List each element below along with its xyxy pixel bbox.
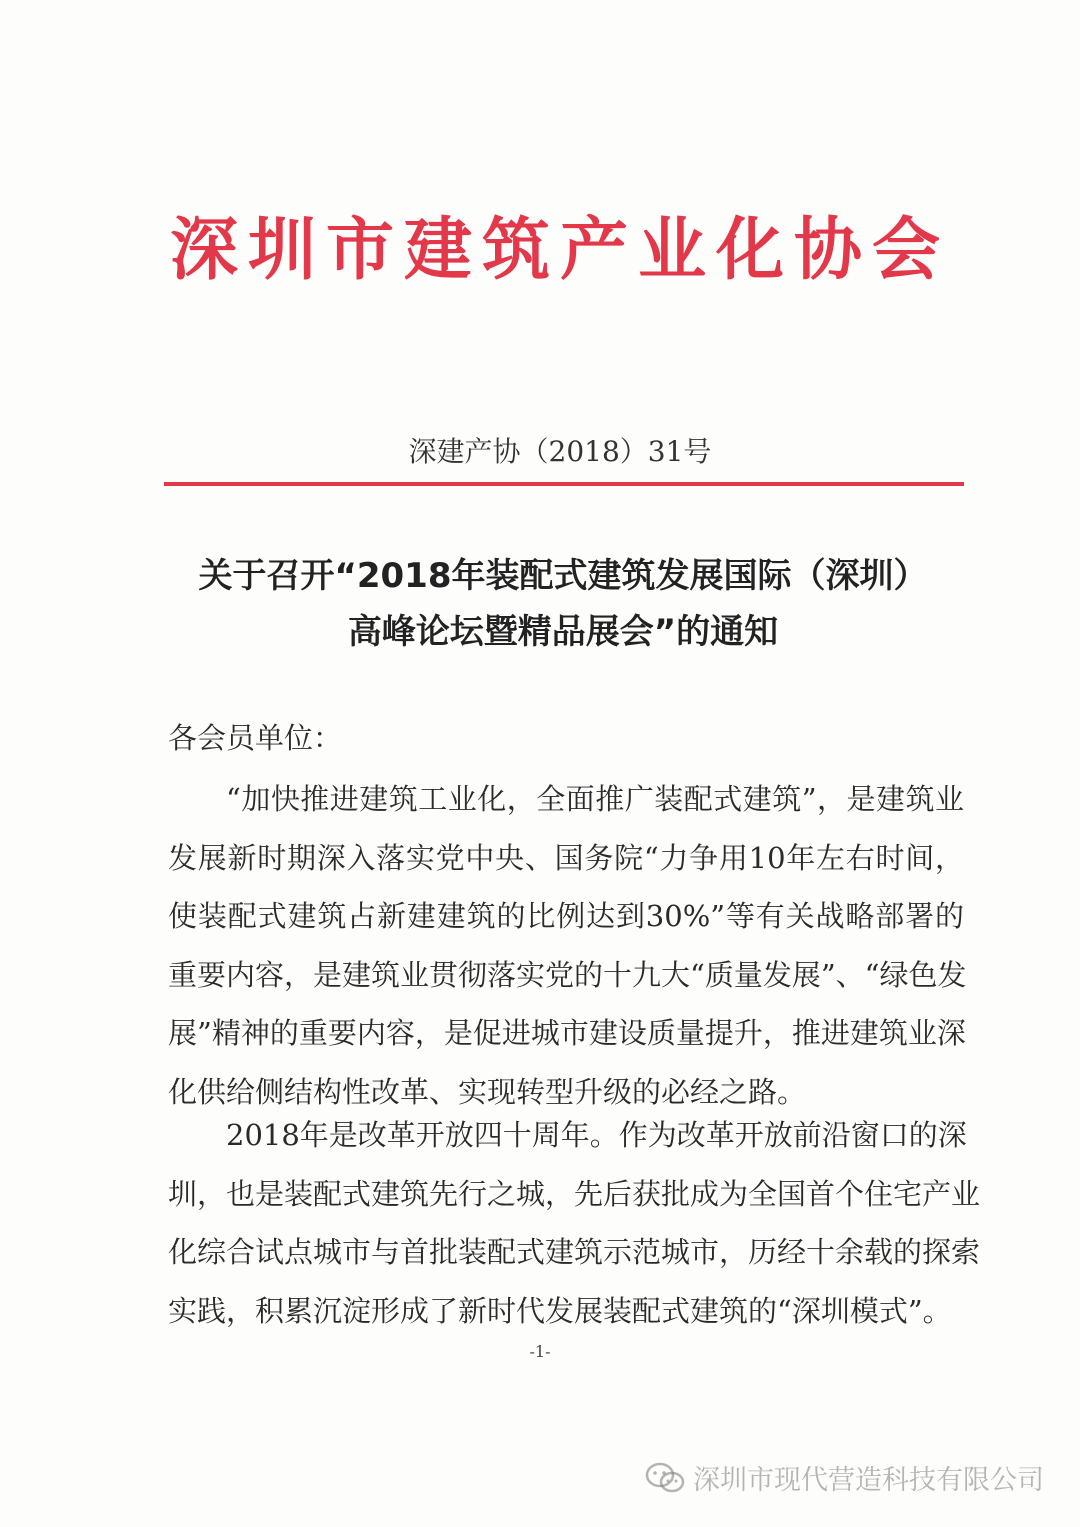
watermark-text: 深圳市现代营造科技有限公司 — [693, 1465, 1044, 1496]
notice-title-line-1: 关于召开“2018年装配式建筑发展国际（深圳） — [198, 556, 928, 596]
wechat-watermark — [645, 1458, 1044, 1497]
paragraph-line: 2018年是改革开放四十周年。作为改革开放前沿窗口的深 — [226, 1118, 967, 1152]
paragraph-line: 化综合试点城市与首批装配式建筑示范城市，历经十余载的探索 — [168, 1235, 981, 1269]
paragraph-line: 化供给侧结构性改革、实现转型升级的必经之路。 — [168, 1074, 807, 1109]
body-paragraph-2 — [168, 1106, 981, 1340]
red-divider-line — [164, 482, 964, 486]
organization-letterhead: 深圳市建筑产业化协会 — [169, 210, 950, 290]
paragraph-line: 展”精神的重要内容，是促进城市建设质量提升，推进建筑业深 — [168, 1016, 966, 1050]
paragraph-line: 圳，也是装配式建筑先行之城，先后获批成为全国首个住宅产业 — [168, 1176, 981, 1211]
paragraph-line: 使装配式建筑占新建建筑的比例达到30%”等有关战略部署的 — [168, 899, 964, 933]
salutation: 各会员单位： — [168, 721, 343, 755]
document-number: 深建产协（2018）31号 — [408, 435, 712, 468]
paragraph-line: 实践，积累沉淀形成了新时代发展装配式建筑的“深圳模式”。 — [168, 1293, 952, 1328]
paragraph-line: “加快推进建筑工业化，全面推广装配式建筑”，是建筑业 — [226, 782, 964, 816]
page-number: -1- — [529, 1342, 551, 1361]
body-paragraph-1 — [168, 770, 967, 1121]
notice-title-line-2: 高峰论坛暨精品展会”的通知 — [347, 612, 779, 652]
paragraph-line: 发展新时期深入落实党中央、国务院“力争用10年左右时间， — [168, 840, 964, 875]
paragraph-line: 重要内容，是建筑业贯彻落实党的十九大“质量发展”、“绿色发 — [168, 957, 967, 992]
wechat-icon — [645, 1461, 685, 1495]
notice-title — [160, 548, 966, 660]
